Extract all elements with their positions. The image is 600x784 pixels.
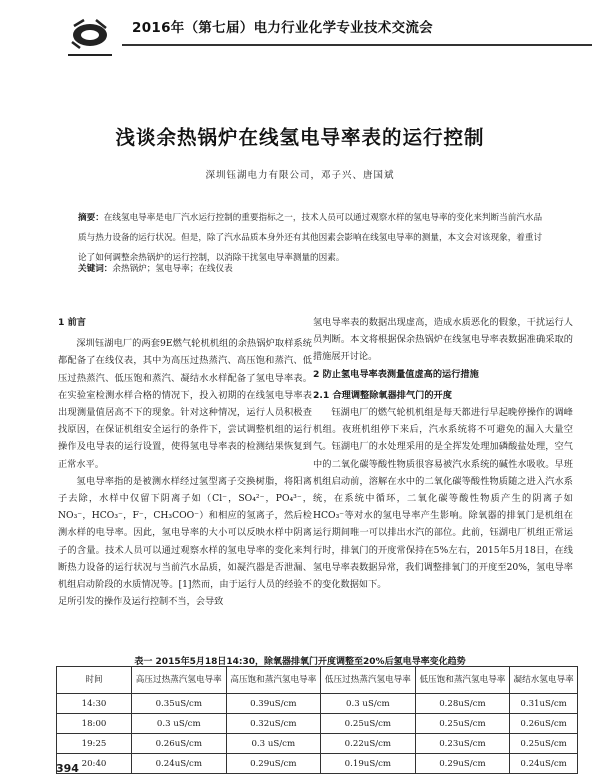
section-2-1-heading: 2.1 合理调整除氧器排气门的开度 [313, 389, 452, 401]
table-header-cell: 高压过热蒸汽氢电导率 [132, 667, 227, 694]
table-cell: 0.3 uS/cm [226, 734, 321, 754]
section-1-paragraph-2: 氢电导率指的是被测水样经过氢型离子交换树脂，将阳离子去除，水样中仅留下阴离子如（Cl⁻，SO₄²⁻，PO₄³⁻，NO₃⁻，HCO₃⁻，F⁻，CH₃COO⁻）和相应的氢离子，然后检测水样的电导率。因此，氢电导率的大小可以反映水样中阴离子的含量。技术人员可以通过观察水样的氢电导率的变化来判断热力设备的运行状况与当前汽水品质，如凝汽器是否泄漏、机组启动阶段的水质情况等。[1]然而，由于运行人员的经验不足所引发的操作及运行控制不当，会导致 [58, 475, 312, 608]
conference-logo-icon [66, 14, 116, 64]
article-title: 浅谈余热锅炉在线氢电导率表的运行控制 [115, 126, 485, 149]
table-cell: 0.25uS/cm [510, 734, 578, 754]
table-row [57, 754, 578, 774]
header-divider [122, 44, 592, 46]
table-header-cell: 低压过热蒸汽氢电导率 [321, 667, 416, 694]
keywords [78, 262, 548, 274]
section-2-1-paragraph: 钰湖电厂的燃气轮机机组是每天都进行早起晚停操作的调峰机组。夜班机组停下来后，汽水系统将不可避免的漏入大量空气。钰湖电厂的水处理采用的是全挥发处理加磷酸盐处理，空气中的二氧化碳等酸性物质很容易被汽水系统的碱性水吸收。早班机组启动前，溶解在水中的二氧化碳等酸性物质随之进入汽水系统，在系统中循环，二氧化碳等酸性物质产生的阴离子如HCO₃⁻等对水的氢电导率产生影响。除氧器的排氧门是机组在运行期间唯一可以排出水汽的部位。此前，钰湖电厂机组正常运行时，排氧门的开度常保持在5%左右，2015年5月18日，在线氢电导率表数据异常，我们调整排氧门的开度至20%，氢电导率的变化数据如下。 [313, 407, 573, 591]
abstract [78, 208, 548, 268]
table-header-row [57, 667, 578, 694]
table-cell: 0.23uS/cm [415, 734, 510, 754]
table-cell: 19:25 [57, 734, 132, 754]
table-row [57, 714, 578, 734]
table-cell: 0.24uS/cm [510, 754, 578, 774]
table-cell: 0.28uS/cm [415, 694, 510, 714]
right-column [313, 314, 573, 593]
table-header-cell: 凝结水氢电导率 [510, 667, 578, 694]
conductivity-table [56, 666, 578, 774]
table-cell: 0.35uS/cm [132, 694, 227, 714]
section-1-paragraph-1: 深圳钰湖电厂的两套9E燃气轮机机组的余热锅炉取样系统都配备了在线仪表，其中为高压过热蒸汽、高压饱和蒸汽、低压过热蒸汽、低压饱和蒸汽、凝结水水样配备了氢电导率表。在实验室检测水样合格的情况下，投入初期的在线氢电导率表出现测量值居高不下的现象。针对这种情况，运行人员积极查找原因，在保证机组安全运行的条件下，尝试调整机组的运行操作及电导表的运行设置，使得氢电导率表的检测结果恢复到正常水平。 [58, 338, 312, 470]
table-cell: 0.19uS/cm [321, 754, 416, 774]
table-row [57, 734, 578, 754]
table-cell: 0.25uS/cm [321, 714, 416, 734]
table-cell: 0.3 uS/cm [321, 694, 416, 714]
table-row [57, 694, 578, 714]
continued-paragraph: 氢电导率表的数据出现虚高，造成水质恶化的假象，干扰运行人员判断。本文将根据保余热锅炉在线氢电导率表数据准确采取的措施展开讨论。 [313, 317, 573, 363]
table-header-cell: 低压饱和蒸汽氢电导率 [415, 667, 510, 694]
table-cell: 0.29uS/cm [226, 754, 321, 774]
table-cell: 20:40 [57, 754, 132, 774]
table-cell: 0.31uS/cm [510, 694, 578, 714]
table-header-cell: 时间 [57, 667, 132, 694]
keywords-text: 余热锅炉；氢电导率；在线仪表 [112, 264, 233, 274]
table-header-cell: 高压饱和蒸汽氢电导率 [226, 667, 321, 694]
table-cell: 0.24uS/cm [132, 754, 227, 774]
running-header-title: 2016年（第七届）电力行业化学专业技术交流会 [132, 20, 433, 36]
section-1-heading: 1 前言 [58, 317, 86, 328]
table-cell: 14:30 [57, 694, 132, 714]
page-number: 394 [56, 762, 79, 775]
table-cell: 0.29uS/cm [415, 754, 510, 774]
abstract-label: 摘要： [78, 213, 104, 223]
running-header [10, 8, 590, 68]
table-cell: 0.32uS/cm [226, 714, 321, 734]
table-cell: 0.25uS/cm [415, 714, 510, 734]
left-column [58, 314, 312, 610]
keywords-label: 关键词： [78, 264, 113, 274]
table-cell: 0.3 uS/cm [132, 714, 227, 734]
conference-logo [66, 14, 116, 64]
section-2-heading: 2 防止氢电导率表测量值虚高的运行措施 [313, 368, 479, 380]
table-cell: 0.26uS/cm [510, 714, 578, 734]
table-cell: 18:00 [57, 714, 132, 734]
table-cell: 0.39uS/cm [226, 694, 321, 714]
table-cell: 0.26uS/cm [132, 734, 227, 754]
article-authors: 深圳钰湖电力有限公司，邓子兴、唐国斌 [205, 170, 395, 181]
table-caption: 表一 2015年5月18日14:30，除氧器排氧门开度调整至20%后氢电导率变化趋势 [134, 657, 466, 667]
table-cell: 0.22uS/cm [321, 734, 416, 754]
abstract-text: 在线氢电导率是电厂汽水运行控制的重要指标之一，技术人员可以通过观察水样的氢电导率的变化来判断当前汽水品质与热力设备的运行状况。但是，除了汽水品质本身外还有其他因素会影响在线氢电导率的测量，本文会对该现象，着重讨论了如何调整余热锅炉的运行控制，以消除干扰氢电导率测量的因素。 [78, 213, 543, 263]
